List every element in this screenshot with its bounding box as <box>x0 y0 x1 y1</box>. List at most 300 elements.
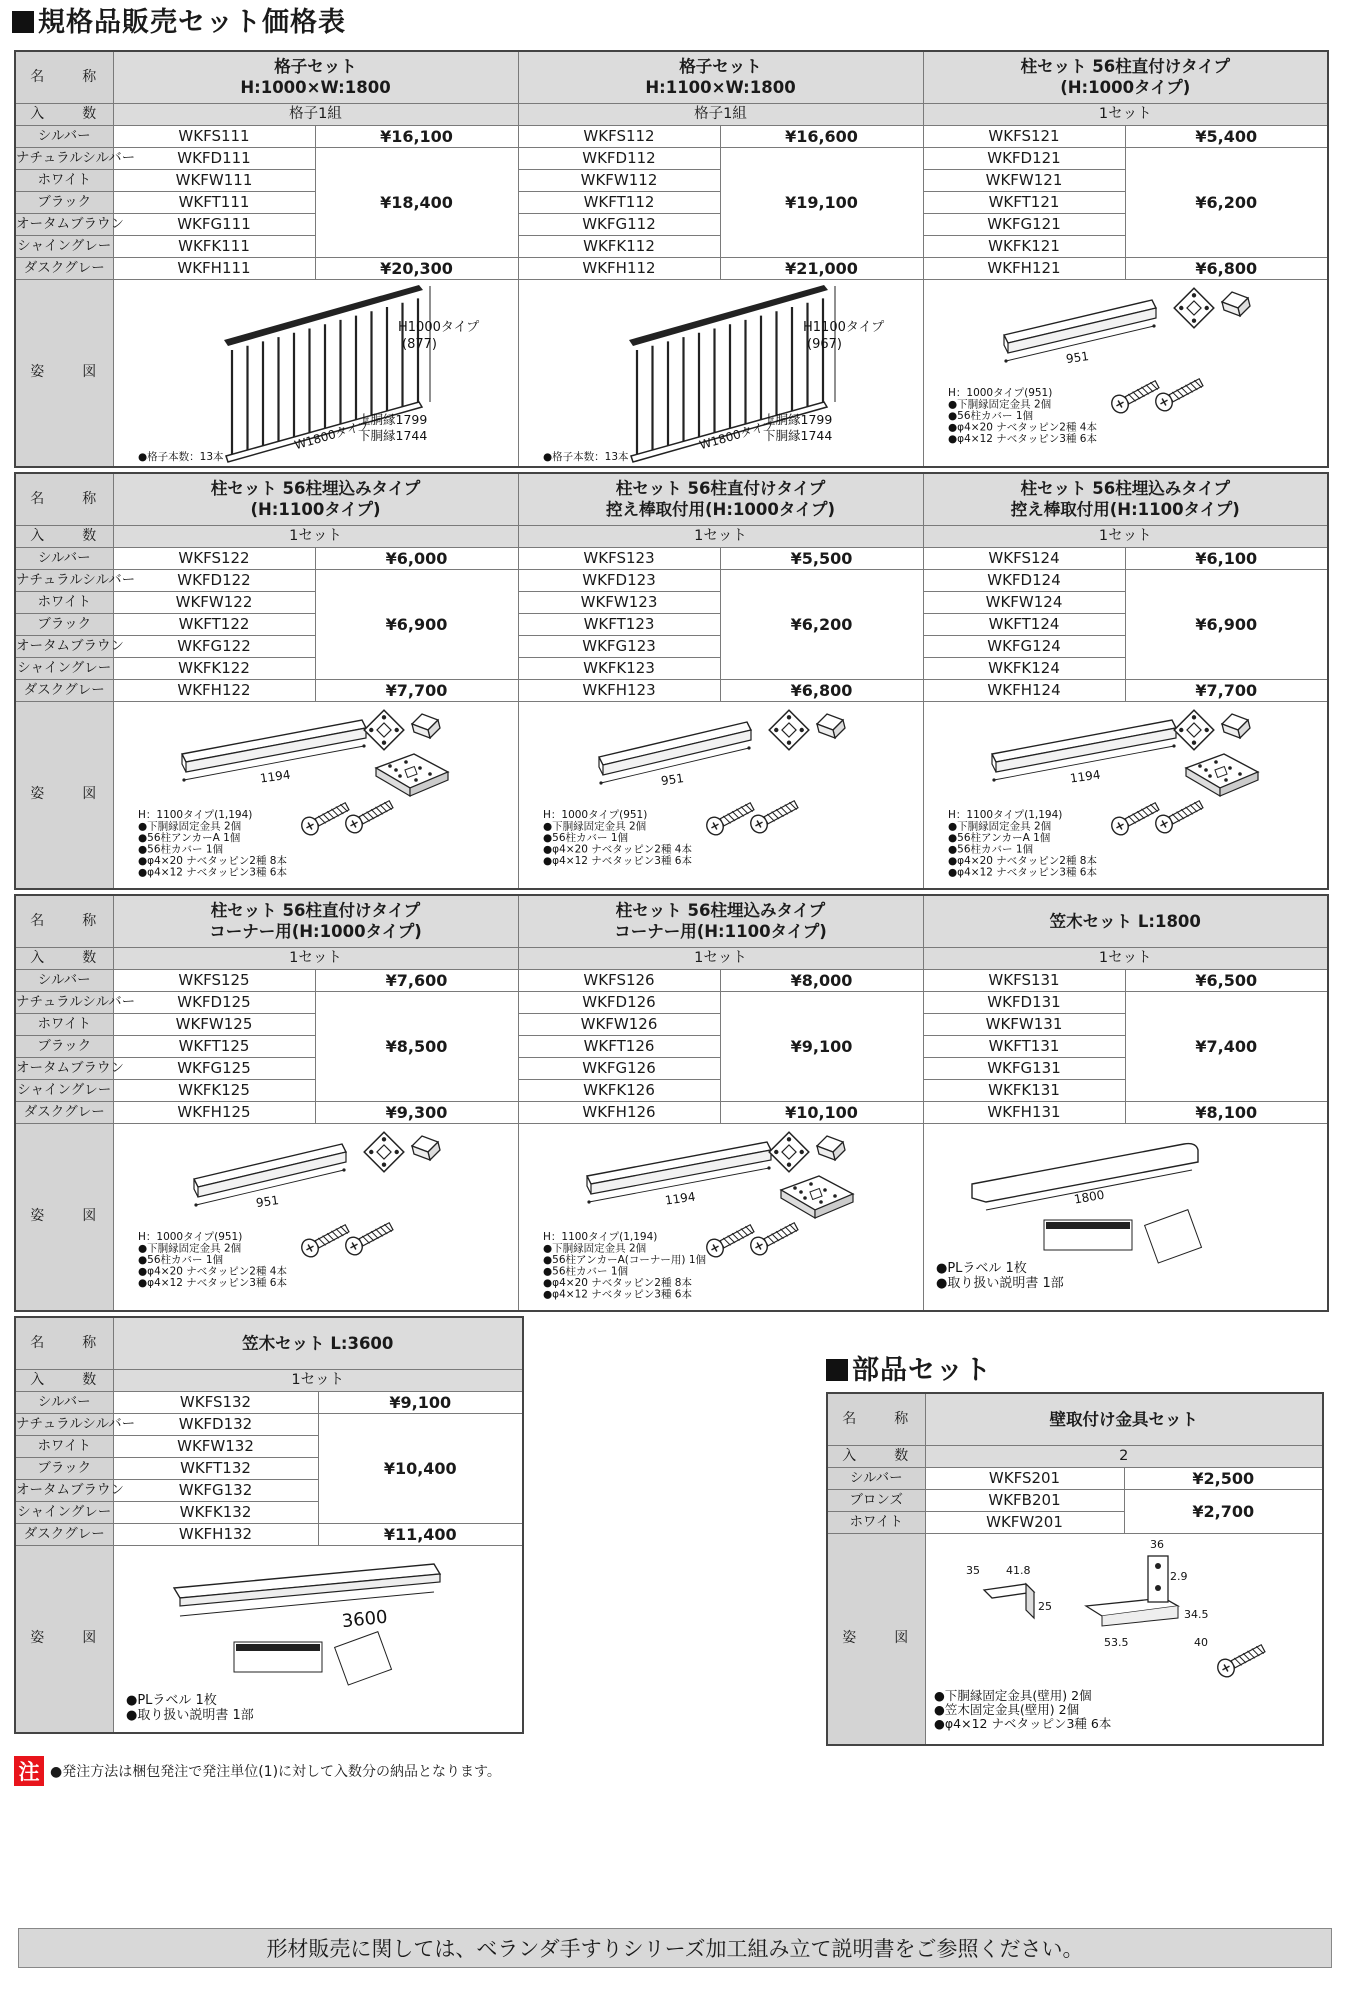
contents-line: ●下胴縁固定金具(壁用) 2個 <box>933 1687 1092 1703</box>
product-code: WKFT132 <box>113 1457 318 1479</box>
price-silver: ¥2,500 <box>1124 1467 1323 1489</box>
screw-icon <box>1108 376 1161 415</box>
bracket-icon <box>412 714 440 738</box>
product-code: WKFH124 <box>923 679 1125 701</box>
color-label: ブラック <box>15 1457 113 1479</box>
post-length-label: 1194 <box>1068 767 1101 786</box>
contents-line: ●下胴縁固定金具 2個 <box>947 820 1051 833</box>
lattice-rail-upper: 上胴縁1799 <box>357 411 427 427</box>
rail-length-label: 1800 <box>1072 1187 1105 1207</box>
product-code: WKFS131 <box>923 969 1125 991</box>
product-code: WKFT124 <box>923 613 1125 635</box>
set-qty: 1セット <box>518 947 923 969</box>
contents-line: ●56柱カバー 1個 <box>947 843 1033 856</box>
price-standard: ¥6,900 <box>1125 569 1328 679</box>
contents-line: ●下胴縁固定金具 2個 <box>137 1242 241 1255</box>
price-dusk-grey: ¥7,700 <box>315 679 518 701</box>
lattice-rail-upper: 上胴縁1799 <box>762 411 832 427</box>
anchor-plate-icon <box>376 754 448 796</box>
contents-line: ●56柱カバー 1個 <box>137 1253 223 1266</box>
lattice-note: ●格子本数：13本 <box>542 450 629 463</box>
product-code: WKFS124 <box>923 547 1125 569</box>
price-silver: ¥6,500 <box>1125 969 1328 991</box>
lattice-height-value: (877) <box>401 336 437 352</box>
screw-icon <box>342 796 395 835</box>
price-dusk-grey: ¥10,100 <box>720 1101 923 1123</box>
set-title: 柱セット 56柱直付けタイプ (H:1000タイプ) <box>923 51 1328 103</box>
price-dusk-grey: ¥6,800 <box>720 679 923 701</box>
color-label: シルバー <box>15 969 113 991</box>
name-header: 名 称 <box>15 895 113 947</box>
product-code: WKFD112 <box>518 147 720 169</box>
color-label: ナチュラルシルバー <box>15 147 113 169</box>
product-code: WKFT131 <box>923 1035 1125 1057</box>
set-figure <box>113 279 518 467</box>
contents-line: ●56柱カバー 1個 <box>137 843 223 856</box>
anchor-plate-icon <box>1186 754 1258 796</box>
post-length-label: 951 <box>1064 348 1090 366</box>
mounting-plate-icon <box>769 1132 809 1172</box>
product-code: WKFH132 <box>113 1523 318 1545</box>
product-code: WKFG112 <box>518 213 720 235</box>
set-qty: 1セット <box>113 1369 523 1391</box>
product-code: WKFG124 <box>923 635 1125 657</box>
price-standard: ¥19,100 <box>720 147 923 257</box>
set-qty: 格子1組 <box>518 103 923 125</box>
price-standard: ¥6,900 <box>315 569 518 679</box>
post-cover-drawing <box>587 1142 771 1208</box>
contents-line: ●φ4×12 ナベタッピン3種 6本 <box>933 1715 1111 1731</box>
contents-line: ●φ4×20 ナベタッピン2種 4本 <box>542 843 692 856</box>
footer-notice <box>18 1928 1332 1968</box>
bracket-icon <box>412 1136 440 1160</box>
color-label: ホワイト <box>15 1435 113 1457</box>
note <box>14 1756 501 1786</box>
wall-bracket-drawing <box>984 1584 1034 1618</box>
price-standard: ¥7,400 <box>1125 991 1328 1101</box>
color-label: ナチュラルシルバー <box>15 991 113 1013</box>
color-label: ブラック <box>15 191 113 213</box>
color-label: シルバー <box>15 1391 113 1413</box>
product-code: WKFS121 <box>923 125 1125 147</box>
figure-header: 姿 図 <box>15 1123 113 1311</box>
lattice-note: ●格子本数：13本 <box>137 450 224 463</box>
product-code: WKFW125 <box>113 1013 315 1035</box>
price-standard: ¥9,100 <box>720 991 923 1101</box>
name-header: 名 称 <box>15 1317 113 1369</box>
name-header: 名 称 <box>15 51 113 103</box>
price-silver: ¥16,600 <box>720 125 923 147</box>
product-code: WKFH123 <box>518 679 720 701</box>
contents-line: H：1100タイプ(1,194) <box>137 808 252 821</box>
price-standard: ¥10,400 <box>318 1413 523 1523</box>
contents-line: ●PLラベル 1枚 <box>935 1260 1027 1276</box>
contents-line: ●56柱カバー 1個 <box>542 1265 628 1278</box>
product-code: WKFK123 <box>518 657 720 679</box>
lattice-height-value: (967) <box>806 336 842 352</box>
product-code: WKFT122 <box>113 613 315 635</box>
color-label: ダスクグレー <box>15 257 113 279</box>
contents-line: ●取り扱い説明書 1部 <box>125 1707 254 1723</box>
product-code: WKFH111 <box>113 257 315 279</box>
contents-line: ●56柱カバー 1個 <box>947 409 1033 422</box>
mounting-plate-icon <box>1174 288 1214 328</box>
screw-icon <box>703 1220 756 1259</box>
product-code: WKFW112 <box>518 169 720 191</box>
price-table-1 <box>14 50 1329 468</box>
color-label: ホワイト <box>15 1013 113 1035</box>
price-standard: ¥18,400 <box>315 147 518 257</box>
color-label: シルバー <box>15 547 113 569</box>
set-figure <box>518 701 923 889</box>
lattice-rail-lower: 下胴縁1744 <box>762 427 832 443</box>
product-code: WKFS122 <box>113 547 315 569</box>
note-text: ●発注方法は梱包発注で発注単位(1)に対して入数分の納品となります。 <box>50 1764 501 1780</box>
product-code: WKFW132 <box>113 1435 318 1457</box>
color-label: ホワイト <box>15 169 113 191</box>
parts-qty: 2 <box>925 1445 1323 1467</box>
price-dusk-grey: ¥6,800 <box>1125 257 1328 279</box>
product-code: WKFW126 <box>518 1013 720 1035</box>
qty-header: 入 数 <box>15 1369 113 1391</box>
product-code: WKFT126 <box>518 1035 720 1057</box>
contents-line: ●φ4×20 ナベタッピン2種 4本 <box>947 421 1097 434</box>
post-cover-drawing <box>182 720 366 786</box>
pl-label-icon <box>1044 1220 1132 1250</box>
set-title: 笠木セット L:1800 <box>923 895 1328 947</box>
name-header: 名 称 <box>15 473 113 525</box>
product-code: WKFS125 <box>113 969 315 991</box>
price-silver: ¥7,600 <box>315 969 518 991</box>
product-code: WKFK122 <box>113 657 315 679</box>
price-silver: ¥9,100 <box>318 1391 523 1413</box>
mounting-plate-icon <box>364 1132 404 1172</box>
set-figure <box>113 701 518 889</box>
post-cover-drawing <box>599 722 751 788</box>
product-code: WKFD125 <box>113 991 315 1013</box>
color-label: ブラック <box>15 1035 113 1057</box>
contents-line: H：1000タイプ(951) <box>542 808 647 821</box>
contents-line: H：1000タイプ(951) <box>137 1230 242 1243</box>
set-figure <box>923 1123 1328 1311</box>
footer-text: 形材販売に関しては、ベランダ手すりシリーズ加工組み立て説明書をご参照ください。 <box>266 1937 1084 1961</box>
handrail-wall-bracket-drawing <box>1086 1556 1178 1626</box>
product-code: WKFH126 <box>518 1101 720 1123</box>
screw-icon <box>747 1218 800 1257</box>
set-figure <box>518 279 923 467</box>
lattice-height-label: H1000タイプ <box>397 319 479 335</box>
lattice-width-label: W1800タイプ <box>697 417 777 452</box>
product-code: WKFH125 <box>113 1101 315 1123</box>
mounting-plate-icon <box>1174 710 1214 750</box>
contents-line: H：1000タイプ(951) <box>947 386 1052 399</box>
manual-icon <box>1144 1209 1201 1262</box>
product-code: WKFG125 <box>113 1057 315 1079</box>
product-code: WKFH121 <box>923 257 1125 279</box>
post-cover-drawing <box>194 1144 346 1210</box>
product-code: WKFH112 <box>518 257 720 279</box>
product-code: WKFD131 <box>923 991 1125 1013</box>
set-qty: 1セット <box>113 525 518 547</box>
product-code: WKFW111 <box>113 169 315 191</box>
color-label: ナチュラルシルバー <box>15 1413 113 1435</box>
contents-line: ●φ4×12 ナベタッピン3種 6本 <box>137 1276 287 1289</box>
screw-icon <box>747 796 800 835</box>
note-mark: 注 <box>14 1756 44 1786</box>
set-qty: 1セット <box>113 947 518 969</box>
product-code: WKFD124 <box>923 569 1125 591</box>
dim-label: 2.9 <box>1169 1569 1187 1583</box>
product-code: WKFD123 <box>518 569 720 591</box>
dim-label: 53.5 <box>1103 1635 1128 1649</box>
price-silver: ¥8,000 <box>720 969 923 991</box>
set-figure <box>923 701 1328 889</box>
product-code: WKFG123 <box>518 635 720 657</box>
set-figure <box>518 1123 923 1311</box>
qty-header: 入 数 <box>15 525 113 547</box>
lattice-width-label: W1800タイプ <box>292 417 372 452</box>
screw-icon <box>1108 798 1161 837</box>
price-dusk-grey: ¥21,000 <box>720 257 923 279</box>
post-length-label: 951 <box>659 770 685 788</box>
screw-icon <box>1152 374 1205 413</box>
product-code: WKFG122 <box>113 635 315 657</box>
product-code: WKFW123 <box>518 591 720 613</box>
product-code: WKFD132 <box>113 1413 318 1435</box>
color-label: ブラック <box>15 613 113 635</box>
price-standard: ¥6,200 <box>1125 147 1328 257</box>
product-code: WKFH131 <box>923 1101 1125 1123</box>
product-code: WKFK121 <box>923 235 1125 257</box>
product-code: WKFT121 <box>923 191 1125 213</box>
set-figure <box>113 1123 518 1311</box>
manual-icon <box>334 1631 391 1684</box>
set-figure <box>113 1545 523 1733</box>
product-code: WKFS111 <box>113 125 315 147</box>
color-label: オータムブラウン <box>15 1057 113 1079</box>
product-code: WKFK125 <box>113 1079 315 1101</box>
contents-line: ●φ4×20 ナベタッピン2種 4本 <box>137 1265 287 1278</box>
set-qty: 1セット <box>923 103 1328 125</box>
contents-line: ●φ4×12 ナベタッピン3種 6本 <box>542 1288 692 1301</box>
product-code: WKFG126 <box>518 1057 720 1079</box>
product-code: WKFD122 <box>113 569 315 591</box>
product-code: WKFG121 <box>923 213 1125 235</box>
bracket-icon <box>1222 714 1250 738</box>
product-code: WKFH122 <box>113 679 315 701</box>
product-code: WKFS201 <box>925 1467 1124 1489</box>
parts-table <box>826 1392 1324 1746</box>
contents-line: ●φ4×20 ナベタッピン2種 8本 <box>542 1276 692 1289</box>
contents-line: ●下胴縁固定金具 2個 <box>542 1242 646 1255</box>
product-code: WKFT123 <box>518 613 720 635</box>
contents-line: ●φ4×20 ナベタッピン2種 8本 <box>947 854 1097 867</box>
contents-line: ●下胴縁固定金具 2個 <box>542 820 646 833</box>
price-silver: ¥16,100 <box>315 125 518 147</box>
contents-line: ●56柱アンカーA 1個 <box>137 831 240 844</box>
contents-line: ●笠木固定金具(壁用) 2個 <box>933 1701 1079 1717</box>
product-code: WKFG111 <box>113 213 315 235</box>
name-header: 名 称 <box>827 1393 925 1445</box>
product-code: WKFK124 <box>923 657 1125 679</box>
figure-header: 姿 図 <box>15 279 113 467</box>
contents-line: ●φ4×12 ナベタッピン3種 6本 <box>947 866 1097 879</box>
contents-line: ●下胴縁固定金具 2個 <box>947 398 1051 411</box>
product-code: WKFW201 <box>925 1511 1124 1533</box>
lattice-height-label: H1100タイプ <box>802 319 884 335</box>
contents-line: ●下胴縁固定金具 2個 <box>137 820 241 833</box>
set-title: 格子セット H:1100×W:1800 <box>518 51 923 103</box>
product-code: WKFK112 <box>518 235 720 257</box>
contents-line: ●φ4×12 ナベタッピン3種 6本 <box>542 854 692 867</box>
parts-set-title: 壁取付け金具セット <box>925 1393 1323 1445</box>
bracket-icon <box>1222 292 1250 316</box>
post-length-label: 951 <box>254 1192 280 1210</box>
product-code: WKFS123 <box>518 547 720 569</box>
price-silver: ¥5,500 <box>720 547 923 569</box>
dim-label: 41.8 <box>1005 1563 1030 1577</box>
price-table-2 <box>14 472 1329 890</box>
color-label: シャイングレー <box>15 1501 113 1523</box>
contents-line: H：1100タイプ(1,194) <box>542 1230 657 1243</box>
set-qty: 1セット <box>923 525 1328 547</box>
price-dusk-grey: ¥7,700 <box>1125 679 1328 701</box>
screw-icon <box>298 1220 351 1259</box>
product-code: WKFG131 <box>923 1057 1125 1079</box>
product-code: WKFB201 <box>925 1489 1124 1511</box>
contents-line: ●φ4×12 ナベタッピン3種 6本 <box>137 866 287 879</box>
post-length-label: 1194 <box>663 1189 696 1208</box>
set-qty: 格子1組 <box>113 103 518 125</box>
product-code: WKFD121 <box>923 147 1125 169</box>
product-code: WKFS126 <box>518 969 720 991</box>
color-label: ダスクグレー <box>15 1523 113 1545</box>
set-title: 柱セット 56柱埋込みタイプ (H:1100タイプ) <box>113 473 518 525</box>
color-label: ホワイト <box>15 591 113 613</box>
product-code: WKFW121 <box>923 169 1125 191</box>
contents-line: ●φ4×20 ナベタッピン2種 8本 <box>137 854 287 867</box>
figure-header: 姿 図 <box>15 1545 113 1733</box>
parts-figure <box>925 1533 1323 1745</box>
pl-label-icon <box>234 1642 322 1672</box>
price-standard: ¥8,500 <box>315 991 518 1101</box>
set-qty: 1セット <box>518 525 923 547</box>
price-table-3 <box>14 894 1329 1312</box>
color-label: ナチュラルシルバー <box>15 569 113 591</box>
contents-line: ●56柱カバー 1個 <box>542 831 628 844</box>
dim-label: 35 <box>965 1563 980 1577</box>
contents-line: H：1100タイプ(1,194) <box>947 808 1062 821</box>
screw-icon <box>342 1218 395 1257</box>
color-label: オータムブラウン <box>15 635 113 657</box>
screw-icon <box>1214 1640 1267 1679</box>
color-label: シルバー <box>15 125 113 147</box>
figure-header: 姿 図 <box>15 701 113 889</box>
product-code: WKFG132 <box>113 1479 318 1501</box>
price-table-4 <box>14 1316 524 1734</box>
product-code: WKFT125 <box>113 1035 315 1057</box>
price-silver: ¥6,100 <box>1125 547 1328 569</box>
mounting-plate-icon <box>364 710 404 750</box>
set-figure <box>923 279 1328 467</box>
color-label: ブロンズ <box>827 1489 925 1511</box>
product-code: WKFK132 <box>113 1501 318 1523</box>
contents-line: ●取り扱い説明書 1部 <box>935 1275 1064 1291</box>
qty-header: 入 数 <box>827 1445 925 1467</box>
color-label: シャイングレー <box>15 657 113 679</box>
contents-line: ●56柱アンカーA(コーナー用) 1個 <box>542 1253 706 1266</box>
product-code: WKFK126 <box>518 1079 720 1101</box>
price-dusk-grey: ¥8,100 <box>1125 1101 1328 1123</box>
price-dusk-grey: ¥11,400 <box>318 1523 523 1545</box>
qty-header: 入 数 <box>15 103 113 125</box>
price-silver: ¥6,000 <box>315 547 518 569</box>
color-label: ホワイト <box>827 1511 925 1533</box>
set-title: 柱セット 56柱埋込みタイプ 控え棒取付用(H:1100タイプ) <box>923 473 1328 525</box>
bracket-icon <box>817 714 845 738</box>
screw-icon <box>298 798 351 837</box>
color-label: オータムブラウン <box>15 213 113 235</box>
color-label: シルバー <box>827 1467 925 1489</box>
set-title: 格子セット H:1000×W:1800 <box>113 51 518 103</box>
product-code: WKFW122 <box>113 591 315 613</box>
dim-label: 25 <box>1037 1599 1052 1613</box>
set-title: 柱セット 56柱直付けタイプ 控え棒取付用(H:1000タイプ) <box>518 473 923 525</box>
price-dusk-grey: ¥20,300 <box>315 257 518 279</box>
rail-length-label: 3600 <box>340 1606 389 1632</box>
screw-icon <box>1152 796 1205 835</box>
bracket-icon <box>817 1136 845 1160</box>
set-title: 柱セット 56柱直付けタイプ コーナー用(H:1000タイプ) <box>113 895 518 947</box>
post-cover-drawing <box>1004 300 1156 366</box>
qty-header: 入 数 <box>15 947 113 969</box>
price-dusk-grey: ¥9,300 <box>315 1101 518 1123</box>
contents-line: ●φ4×12 ナベタッピン3種 6本 <box>947 432 1097 445</box>
title: 規格品販売セット価格表 <box>12 6 346 40</box>
price-standard: ¥6,200 <box>720 569 923 679</box>
product-code: WKFD111 <box>113 147 315 169</box>
product-code: WKFW124 <box>923 591 1125 613</box>
contents-line: ●PLラベル 1枚 <box>125 1692 217 1708</box>
dim-label: 34.5 <box>1183 1607 1208 1621</box>
set-title: 笠木セット L:3600 <box>113 1317 523 1369</box>
dim-label: 36 <box>1149 1537 1164 1551</box>
color-label: ダスクグレー <box>15 1101 113 1123</box>
product-code: WKFK111 <box>113 235 315 257</box>
handrail-drawing <box>972 1143 1198 1209</box>
lattice-rail-lower: 下胴縁1744 <box>357 427 427 443</box>
post-cover-drawing <box>992 720 1176 786</box>
product-code: WKFW131 <box>923 1013 1125 1035</box>
color-label: オータムブラウン <box>15 1479 113 1501</box>
price-silver: ¥5,400 <box>1125 125 1328 147</box>
color-label: ダスクグレー <box>15 679 113 701</box>
product-code: WKFK131 <box>923 1079 1125 1101</box>
contents-line: ●56柱アンカーA 1個 <box>947 831 1050 844</box>
screw-icon <box>703 798 756 837</box>
parts-title: 部品セット <box>826 1354 992 1388</box>
product-code: WKFT111 <box>113 191 315 213</box>
product-code: WKFD126 <box>518 991 720 1013</box>
color-label: シャイングレー <box>15 235 113 257</box>
color-label: シャイングレー <box>15 1079 113 1101</box>
dim-label: 40 <box>1193 1635 1208 1649</box>
mounting-plate-icon <box>769 710 809 750</box>
product-code: WKFS112 <box>518 125 720 147</box>
set-qty: 1セット <box>923 947 1328 969</box>
figure-header: 姿 図 <box>827 1533 925 1745</box>
set-title: 柱セット 56柱埋込みタイプ コーナー用(H:1100タイプ) <box>518 895 923 947</box>
